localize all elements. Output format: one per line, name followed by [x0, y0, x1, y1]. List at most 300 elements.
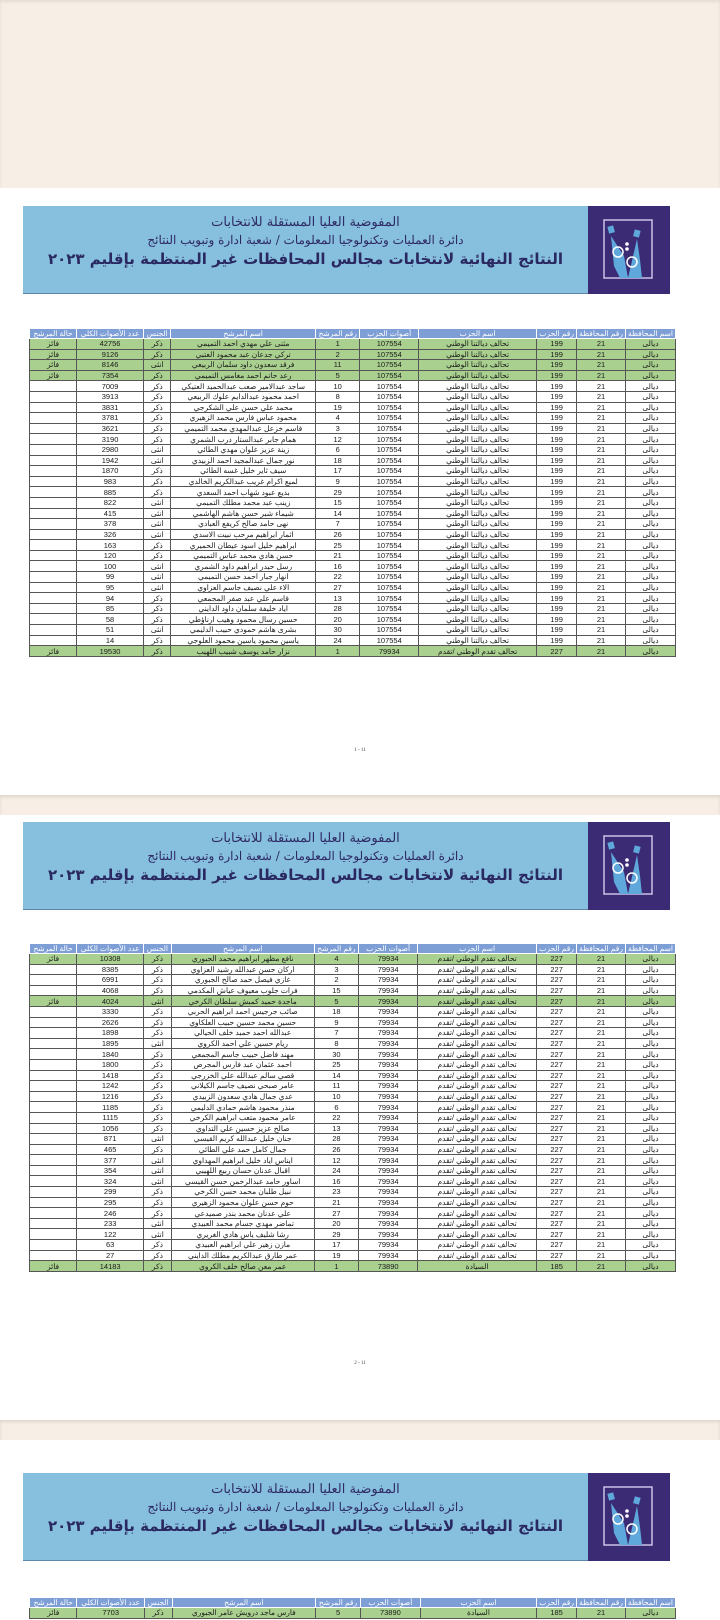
party-name-cell: تحالف ديالتنا الوطني [419, 614, 537, 625]
party-number-cell: 227 [537, 1112, 577, 1123]
column-header-party-name: اسم الحزب [418, 944, 537, 954]
candidate-number-cell: 8 [315, 391, 360, 402]
gender-cell: ذكر [144, 1250, 172, 1261]
province-name-cell: ديالى [625, 593, 675, 604]
party-votes-cell: 79934 [360, 646, 419, 657]
candidate-name-cell: جنان خليل عبدالله كريم القيسي [171, 1134, 314, 1145]
party-name-cell: السيادة [420, 1608, 536, 1619]
table-row [30, 996, 676, 1007]
gender-cell: ذكر [144, 540, 171, 551]
province-name-cell: ديالى [625, 1091, 675, 1102]
candidate-number-cell: 8 [314, 1038, 359, 1049]
province-number-cell: 21 [577, 985, 626, 996]
party-votes-cell: 107554 [360, 550, 419, 561]
party-votes-cell: 79934 [359, 1197, 418, 1208]
table-row [30, 540, 676, 551]
party-number-cell: 227 [537, 1218, 577, 1229]
total-votes-cell: 7354 [77, 370, 144, 381]
party-votes-cell: 79934 [359, 1112, 418, 1123]
candidate-name-cell: قاسم علي عبد صفر المجمعي [171, 593, 315, 604]
gender-cell: ذكر [144, 1123, 172, 1134]
total-votes-cell: 983 [77, 476, 144, 487]
candidate-number-cell: 15 [314, 985, 359, 996]
candidate-status-cell [30, 625, 77, 636]
candidate-status-cell [30, 1176, 77, 1187]
column-header-gender: الجنس [144, 329, 171, 339]
province-number-cell: 21 [577, 646, 626, 657]
province-name-cell: ديالى [625, 582, 675, 593]
candidate-status-cell [30, 444, 77, 455]
gender-cell: ذكر [144, 1144, 172, 1155]
candidate-number-cell: 9 [314, 1017, 359, 1028]
candidate-number-cell: 30 [315, 625, 360, 636]
table-row [30, 603, 676, 614]
province-name-cell: ديالى [625, 635, 675, 646]
candidate-name-cell: ساجد عبدالامير صعب عبدالحميد العتيكي [171, 381, 315, 392]
candidate-number-cell: 11 [315, 360, 360, 371]
gender-cell: ذكر [144, 954, 172, 965]
viewer-background [0, 0, 720, 188]
party-votes-cell: 107554 [360, 423, 419, 434]
province-name-cell: ديالى [625, 1165, 675, 1176]
province-number-cell: 21 [577, 476, 626, 487]
column-header-party-name: اسم الحزب [419, 329, 537, 339]
party-name-cell: تحالف ديالتنا الوطني [419, 487, 537, 498]
party-votes-cell: 107554 [360, 497, 419, 508]
total-votes-cell: 246 [77, 1208, 144, 1219]
party-votes-cell: 107554 [360, 391, 419, 402]
party-name-cell: تحالف تقدم الوطني /تقدم [418, 1240, 537, 1251]
candidate-status-cell: فائز [30, 339, 77, 350]
candidate-name-cell: علي عدنان محمد بندر صميدعي [171, 1208, 314, 1219]
party-number-cell: 227 [537, 964, 577, 975]
province-name-cell: ديالى [625, 1017, 675, 1028]
province-number-cell: 21 [577, 1165, 626, 1176]
candidate-status-cell [30, 466, 77, 477]
party-votes-cell: 107554 [360, 603, 419, 614]
candidate-number-cell: 29 [314, 1229, 359, 1240]
gender-cell: انثى [144, 561, 171, 572]
candidate-number-cell: 22 [315, 572, 360, 583]
gender-cell: ذكر [144, 466, 171, 477]
gender-cell: انثى [144, 996, 172, 1007]
party-number-cell: 227 [537, 1123, 577, 1134]
candidate-number-cell: 23 [314, 1187, 359, 1198]
candidate-status-cell [30, 1059, 77, 1070]
province-name-cell: ديالى [625, 985, 675, 996]
table-row [30, 1187, 676, 1198]
party-name-cell: تحالف تقدم الوطني /تقدم [418, 1006, 537, 1017]
province-name-cell: ديالى [625, 964, 675, 975]
province-name-cell: ديالى [625, 1102, 675, 1113]
party-name-cell: تحالف تقدم الوطني /تقدم [418, 985, 537, 996]
province-number-cell: 21 [577, 529, 626, 540]
province-number-cell: 21 [577, 519, 626, 530]
party-votes-cell: 107554 [360, 614, 419, 625]
gender-cell: ذكر [144, 434, 171, 445]
table-row [30, 635, 676, 646]
total-votes-cell: 51 [77, 625, 144, 636]
banner-commission-name: المفوضية العليا المستقلة للانتخابات [211, 1482, 400, 1497]
gender-cell: ذكر [144, 339, 171, 350]
province-number-cell: 21 [577, 413, 626, 424]
candidate-name-cell: زينة عزيز علوان مهدي الطائي [171, 444, 315, 455]
gender-cell: ذكر [144, 1112, 172, 1123]
table-row [30, 381, 676, 392]
table-row [30, 444, 676, 455]
candidate-status-cell [30, 635, 77, 646]
candidate-status-cell [30, 1134, 77, 1145]
province-number-cell: 21 [577, 1229, 626, 1240]
province-name-cell: ديالى [625, 476, 675, 487]
document-page-2 [0, 815, 720, 1420]
candidate-name-cell: تماضر مهدي جسام محمد العبيدي [171, 1218, 314, 1229]
candidate-number-cell: 5 [314, 996, 359, 1007]
province-number-cell: 21 [577, 1049, 626, 1060]
party-number-cell: 227 [537, 985, 577, 996]
table-row [30, 455, 676, 466]
party-votes-cell: 107554 [360, 381, 419, 392]
total-votes-cell: 85 [77, 603, 144, 614]
party-number-cell: 227 [537, 1134, 577, 1145]
page-number: 2 - 11 [354, 1361, 366, 1366]
table-header-row [30, 944, 676, 954]
party-number-cell: 199 [537, 550, 577, 561]
party-votes-cell: 107554 [360, 582, 419, 593]
party-number-cell: 199 [537, 413, 577, 424]
province-name-cell: ديالى [625, 1112, 675, 1123]
candidate-name-cell: اقبال عدنان حسان ربيع اللهيبي [171, 1165, 314, 1176]
province-number-cell: 21 [577, 391, 626, 402]
candidate-name-cell: سيف ثاير خليل غسه الطائي [171, 466, 315, 477]
candidate-name-cell: نهى حامد صالح كريفع العبادي [171, 519, 315, 530]
province-number-cell: 21 [577, 1028, 626, 1039]
party-name-cell: تحالف تقدم الوطني /تقدم [418, 1229, 537, 1240]
province-number-cell: 21 [577, 487, 626, 498]
party-number-cell: 199 [537, 635, 577, 646]
candidate-name-cell: محمود عباس فارس محمد الزهيري [171, 413, 315, 424]
total-votes-cell: 465 [77, 1144, 144, 1155]
candidate-name-cell: فارس ماجد درويش عامر الجبوري [172, 1608, 316, 1619]
party-number-cell: 227 [537, 1102, 577, 1113]
party-name-cell: تحالف تقدم الوطني /تقدم [418, 1123, 537, 1134]
table-row [30, 625, 676, 636]
party-name-cell: تحالف ديالتنا الوطني [419, 349, 537, 360]
total-votes-cell: 1942 [77, 455, 144, 466]
candidate-number-cell: 18 [315, 455, 360, 466]
table-row [30, 413, 676, 424]
total-votes-cell: 3330 [77, 1006, 144, 1017]
province-name-cell: ديالى [625, 487, 675, 498]
candidate-number-cell: 24 [314, 1165, 359, 1176]
gender-cell: ذكر [144, 1049, 172, 1060]
candidate-number-cell: 27 [314, 1208, 359, 1219]
total-votes-cell: 1840 [77, 1049, 144, 1060]
column-header-party-number: رقم الحزب [537, 329, 577, 339]
gender-cell: ذكر [144, 1240, 172, 1251]
province-name-cell: ديالى [625, 455, 675, 466]
candidate-name-cell: نور جمال عبدالمجيد احمد الزبيدي [171, 455, 315, 466]
candidate-number-cell: 3 [314, 964, 359, 975]
candidate-number-cell: 24 [315, 635, 360, 646]
banner-commission-name: المفوضية العليا المستقلة للانتخابات [211, 831, 400, 846]
party-name-cell: تحالف تقدم الوطني /تقدم [418, 1250, 537, 1261]
table-header-row [30, 1598, 676, 1608]
party-name-cell: تحالف ديالتنا الوطني [419, 497, 537, 508]
party-name-cell: تحالف ديالتنا الوطني [419, 508, 537, 519]
party-votes-cell: 79934 [359, 1208, 418, 1219]
province-number-cell: 21 [577, 455, 626, 466]
candidate-number-cell: 13 [315, 593, 360, 604]
party-name-cell: تحالف ديالتنا الوطني [419, 635, 537, 646]
candidate-number-cell: 5 [315, 370, 360, 381]
gender-cell: ذكر [144, 964, 172, 975]
party-name-cell: تحالف ديالتنا الوطني [419, 444, 537, 455]
party-votes-cell: 79934 [359, 1176, 418, 1187]
party-number-cell: 199 [537, 582, 577, 593]
party-votes-cell: 79934 [359, 1240, 418, 1251]
province-number-cell: 21 [577, 1017, 626, 1028]
party-number-cell: 199 [537, 434, 577, 445]
banner-department-name: دائرة العمليات وتكنولوجيا المعلومات / شعبة ادارة وتبويب النتائج [147, 849, 464, 863]
party-name-cell: تحالف ديالتنا الوطني [419, 434, 537, 445]
candidate-status-cell [30, 550, 77, 561]
party-name-cell: تحالف تقدم الوطني /تقدم [418, 1218, 537, 1229]
column-header-candidate-number: رقم المرشح [315, 329, 360, 339]
province-name-cell: ديالى [625, 349, 675, 360]
party-name-cell: تحالف ديالتنا الوطني [419, 572, 537, 583]
party-number-cell: 199 [537, 370, 577, 381]
province-number-cell: 21 [577, 614, 626, 625]
column-header-party-votes: أصوات الحزب [359, 944, 418, 954]
candidate-number-cell: 6 [314, 1102, 359, 1113]
party-votes-cell: 79934 [359, 1155, 418, 1166]
total-votes-cell: 3190 [77, 434, 144, 445]
gender-cell: انثى [144, 572, 171, 583]
candidate-status-cell [30, 497, 77, 508]
candidate-number-cell: 19 [314, 1250, 359, 1261]
candidate-status-cell [30, 423, 77, 434]
candidate-status-cell [30, 1049, 77, 1060]
results-table [29, 328, 676, 657]
table-row [30, 497, 676, 508]
table-row [30, 434, 676, 445]
candidate-name-cell: ياسين محمود ياسين محمود العلوجي [171, 635, 315, 646]
candidate-name-cell: حسين محمد حسين حبيب العلكاوي [171, 1017, 314, 1028]
total-votes-cell: 415 [77, 508, 144, 519]
party-number-cell: 227 [537, 1059, 577, 1070]
province-name-cell: ديالى [625, 529, 675, 540]
candidate-name-cell: صالح عزيز حسين علي التداوي [171, 1123, 314, 1134]
table-row [30, 466, 676, 477]
party-votes-cell: 107554 [360, 593, 419, 604]
banner-commission-name: المفوضية العليا المستقلة للانتخابات [211, 215, 400, 230]
candidate-name-cell: منذر محمود هاشم حمادي الدليمي [171, 1102, 314, 1113]
total-votes-cell: 58 [77, 614, 144, 625]
candidate-status-cell [30, 487, 77, 498]
party-name-cell: تحالف ديالتنا الوطني [419, 603, 537, 614]
total-votes-cell: 94 [77, 593, 144, 604]
candidate-number-cell: 2 [315, 349, 360, 360]
candidate-name-cell: جمال كامل حمد علي الطائي [171, 1144, 314, 1155]
candidate-number-cell: 27 [315, 582, 360, 593]
party-name-cell: تحالف ديالتنا الوطني [419, 519, 537, 530]
gender-cell: ذكر [144, 1091, 172, 1102]
table-row [30, 370, 676, 381]
gender-cell: ذكر [144, 370, 171, 381]
province-name-cell: ديالى [625, 444, 675, 455]
table-row [30, 1197, 676, 1208]
candidate-name-cell: غازي فيصل حمد صالح الجبوري [171, 975, 314, 986]
total-votes-cell: 1418 [77, 1070, 144, 1081]
gender-cell: ذكر [144, 1070, 172, 1081]
gender-cell: ذكر [144, 1208, 172, 1219]
candidate-name-cell: همام جابر عبدالستار درب الشمري [171, 434, 315, 445]
candidate-name-cell: بشرى هاشم حمودي حبيب الدليمي [171, 625, 315, 636]
page-banner [23, 1473, 670, 1561]
party-votes-cell: 73890 [359, 1261, 418, 1272]
candidate-name-cell: حسين رسال محمود وهيب ارناؤطي [171, 614, 315, 625]
candidate-number-cell: 10 [314, 1091, 359, 1102]
column-header-candidate-status: حالة المرشح [30, 944, 77, 954]
table-row [30, 1091, 676, 1102]
candidate-name-cell: الاء علي نصيف جاسم العزاوي [171, 582, 315, 593]
gender-cell: انثى [144, 360, 171, 371]
total-votes-cell: 9126 [77, 349, 144, 360]
party-number-cell: 199 [537, 360, 577, 371]
province-name-cell: ديالى [625, 1134, 675, 1145]
banner-report-title: النتائج النهائية لانتخابات مجالس المحافظات غير المنتظمة بإقليم ٢٠٢٣ [47, 250, 564, 268]
province-number-cell: 21 [577, 1197, 626, 1208]
page-separator [0, 795, 720, 815]
province-name-cell: ديالى [625, 1176, 675, 1187]
candidate-name-cell: عامر محمود متعب ابراهيم الكرخي [171, 1112, 314, 1123]
party-number-cell: 227 [537, 1208, 577, 1219]
candidate-status-cell [30, 540, 77, 551]
party-number-cell: 227 [537, 1187, 577, 1198]
candidate-number-cell: 9 [315, 476, 360, 487]
candidate-number-cell: 7 [315, 519, 360, 530]
candidate-status-cell [30, 1006, 77, 1017]
candidate-status-cell: فائز [30, 996, 77, 1007]
party-name-cell: تحالف ديالتنا الوطني [419, 455, 537, 466]
gender-cell: ذكر [144, 1261, 172, 1272]
party-votes-cell: 107554 [360, 360, 419, 371]
candidate-status-cell [30, 1070, 77, 1081]
gender-cell: ذكر [144, 635, 171, 646]
candidate-status-cell [30, 603, 77, 614]
province-number-cell: 21 [577, 1187, 626, 1198]
party-name-cell: تحالف ديالتنا الوطني [419, 423, 537, 434]
total-votes-cell: 14 [77, 635, 144, 646]
province-name-cell: ديالى [625, 423, 675, 434]
candidate-status-cell [30, 1123, 77, 1134]
province-name-cell: ديالى [625, 466, 675, 477]
candidate-name-cell: فرات جلوب معيوف عياش المكدمي [171, 985, 314, 996]
total-votes-cell: 295 [77, 1197, 144, 1208]
table-row [30, 529, 676, 540]
party-name-cell: السيادة [418, 1261, 537, 1272]
party-number-cell: 227 [537, 1017, 577, 1028]
candidate-status-cell [30, 1038, 77, 1049]
party-votes-cell: 107554 [360, 370, 419, 381]
document-page-3 [0, 1440, 720, 1620]
party-name-cell: تحالف ديالتنا الوطني [419, 339, 537, 350]
candidate-name-cell: اركان حسن عبدالله رشيد العزاوي [171, 964, 314, 975]
gender-cell: انثى [144, 1229, 172, 1240]
party-votes-cell: 79934 [359, 1081, 418, 1092]
province-name-cell: ديالى [625, 1049, 675, 1060]
party-name-cell: تحالف ديالتنا الوطني [419, 476, 537, 487]
candidate-status-cell [30, 1208, 77, 1219]
column-header-province-name: اسم المحافظة [625, 1598, 675, 1608]
province-name-cell: ديالى [625, 1028, 675, 1039]
province-number-cell: 21 [577, 381, 626, 392]
province-name-cell: ديالى [625, 1240, 675, 1251]
candidate-number-cell: 16 [314, 1176, 359, 1187]
candidate-number-cell: 26 [315, 529, 360, 540]
party-number-cell: 227 [537, 1028, 577, 1039]
province-name-cell: ديالى [625, 614, 675, 625]
candidate-status-cell [30, 593, 77, 604]
party-name-cell: تحالف تقدم الوطني /تقدم [418, 964, 537, 975]
total-votes-cell: 10308 [77, 954, 144, 965]
party-name-cell: تحالف ديالتنا الوطني [419, 593, 537, 604]
gender-cell: ذكر [144, 550, 171, 561]
table-row [30, 593, 676, 604]
province-name-cell: ديالى [625, 1197, 675, 1208]
candidate-name-cell: لميع اكرام غريب عبدالكريم الخالدي [171, 476, 315, 487]
party-number-cell: 199 [537, 476, 577, 487]
province-name-cell: ديالى [625, 1070, 675, 1081]
party-number-cell: 199 [537, 444, 577, 455]
province-number-cell: 21 [577, 1155, 626, 1166]
party-number-cell: 199 [537, 614, 577, 625]
results-table [29, 943, 676, 1272]
table-row [30, 1176, 676, 1187]
candidate-name-cell: حوم حسن علوان محمود الزهيري [171, 1197, 314, 1208]
gender-cell: ذكر [144, 975, 172, 986]
party-name-cell: تحالف تقدم الوطني /تقدم [418, 996, 537, 1007]
candidate-name-cell: عمر طارق عبدالكريم مطلك الدايني [171, 1250, 314, 1261]
gender-cell: ذكر [144, 1059, 172, 1070]
party-votes-cell: 107554 [360, 519, 419, 530]
province-number-cell: 21 [577, 1250, 626, 1261]
gender-cell: ذكر [144, 1006, 172, 1017]
candidate-number-cell: 14 [315, 508, 360, 519]
candidate-number-cell: 20 [314, 1218, 359, 1229]
total-votes-cell: 95 [77, 582, 144, 593]
table-row [30, 391, 676, 402]
banner-report-title: النتائج النهائية لانتخابات مجالس المحافظات غير المنتظمة بإقليم ٢٠٢٣ [47, 866, 564, 884]
party-number-cell: 199 [537, 423, 577, 434]
gender-cell: ذكر [144, 349, 171, 360]
gender-cell: ذكر [144, 476, 171, 487]
candidate-status-cell [30, 508, 77, 519]
province-number-cell: 21 [577, 975, 626, 986]
table-header-row [30, 329, 676, 339]
province-name-cell: ديالى [625, 1059, 675, 1070]
party-name-cell: تحالف تقدم الوطني /تقدم [418, 1102, 537, 1113]
province-name-cell: ديالى [625, 1081, 675, 1092]
total-votes-cell: 63 [77, 1240, 144, 1251]
party-votes-cell: 107554 [360, 487, 419, 498]
candidate-status-cell [30, 1229, 77, 1240]
party-votes-cell: 79934 [359, 1123, 418, 1134]
gender-cell: ذكر [144, 402, 171, 413]
party-name-cell: تحالف ديالتنا الوطني [419, 370, 537, 381]
province-number-cell: 21 [577, 1176, 626, 1187]
